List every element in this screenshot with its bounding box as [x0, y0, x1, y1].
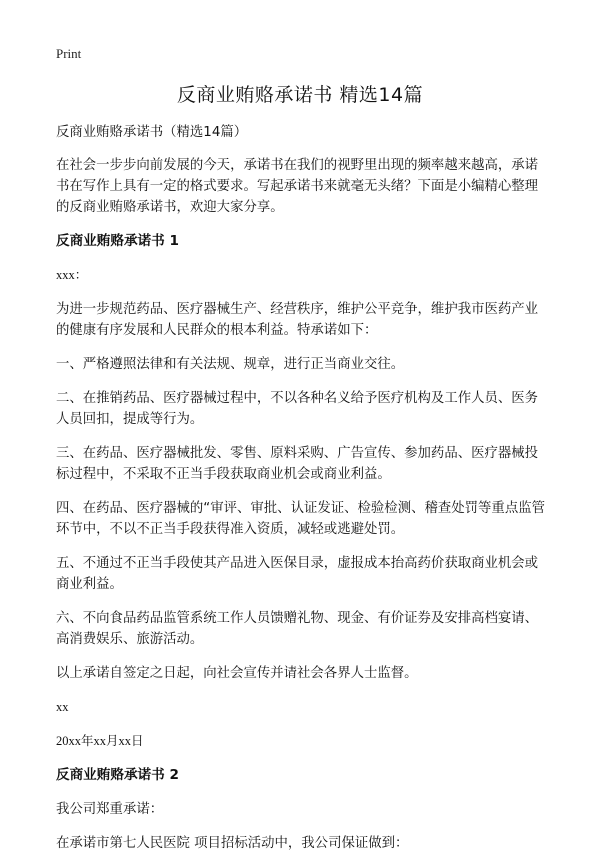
intro-paragraph: 在社会一步步向前发展的今天，承诺书在我们的视野里出现的频率越来越高，承诺书在写作上具有一定的格式要求。写起承诺书来就毫无头绪？下面是小编精心整理的反商业贿赂承诺书，欢迎大家分享。	[56, 158, 539, 215]
closing-paragraph: 以上承诺自签定之日起，向社会宣传并请社会各界人士监督。	[56, 666, 418, 681]
signing-date: 20xx年xx月xx日	[56, 734, 144, 748]
print-link[interactable]: Print	[56, 46, 82, 61]
salutation: xxx：	[56, 268, 88, 282]
section-heading-1: 反商业贿赂承诺书 1	[56, 233, 179, 249]
signature: xx	[56, 700, 69, 714]
section-heading-2: 反商业贿赂承诺书 2	[56, 767, 179, 783]
page-title: 反商业贿赂承诺书 精选14篇	[176, 84, 424, 106]
pledge-item-4: 四、在药品、医疗器械的“审评、审批、认证发证、检验检测、稽查处罚等重点监管环节中，不以不正当手段获得准入资质，减轻或逃避处罚。	[56, 501, 545, 537]
section2-line-2: 在承诺市第七人民医院 项目招标活动中，我公司保证做到：	[56, 836, 409, 851]
pledge-item-1: 一、严格遵照法律和有关法规、规章，进行正当商业交往。	[56, 357, 405, 372]
opening-paragraph: 为进一步规范药品、医疗器械生产、经营秩序，维护公平竞争，维护我市医药产业的健康有序发展和人民群众的根本利益。特承诺如下：	[56, 302, 539, 338]
section2-line-1: 我公司郑重承诺：	[56, 802, 164, 817]
pledge-item-6: 六、不向食品药品监管系统工作人员馈赠礼物、现金、有价证券及安排高档宴请、高消费娱乐、旅游活动。	[56, 611, 539, 647]
document-subtitle: 反商业贿赂承诺书（精选14篇）	[56, 125, 248, 140]
pledge-item-3: 三、在药品、医疗器械批发、零售、原料采购、广告宣传、参加药品、医疗器械投标过程中，不采取不正当手段获取商业机会或商业利益。	[56, 446, 539, 482]
pledge-item-2: 二、在推销药品、医疗器械过程中，不以各种名义给予医疗机构及工作人员、医务人员回扣，提成等行为。	[56, 391, 539, 427]
pledge-item-5: 五、不通过不正当手段使其产品进入医保目录，虚报成本抬高药价获取商业机会或商业利益。	[56, 556, 539, 592]
document-body	[56, 122, 548, 867]
